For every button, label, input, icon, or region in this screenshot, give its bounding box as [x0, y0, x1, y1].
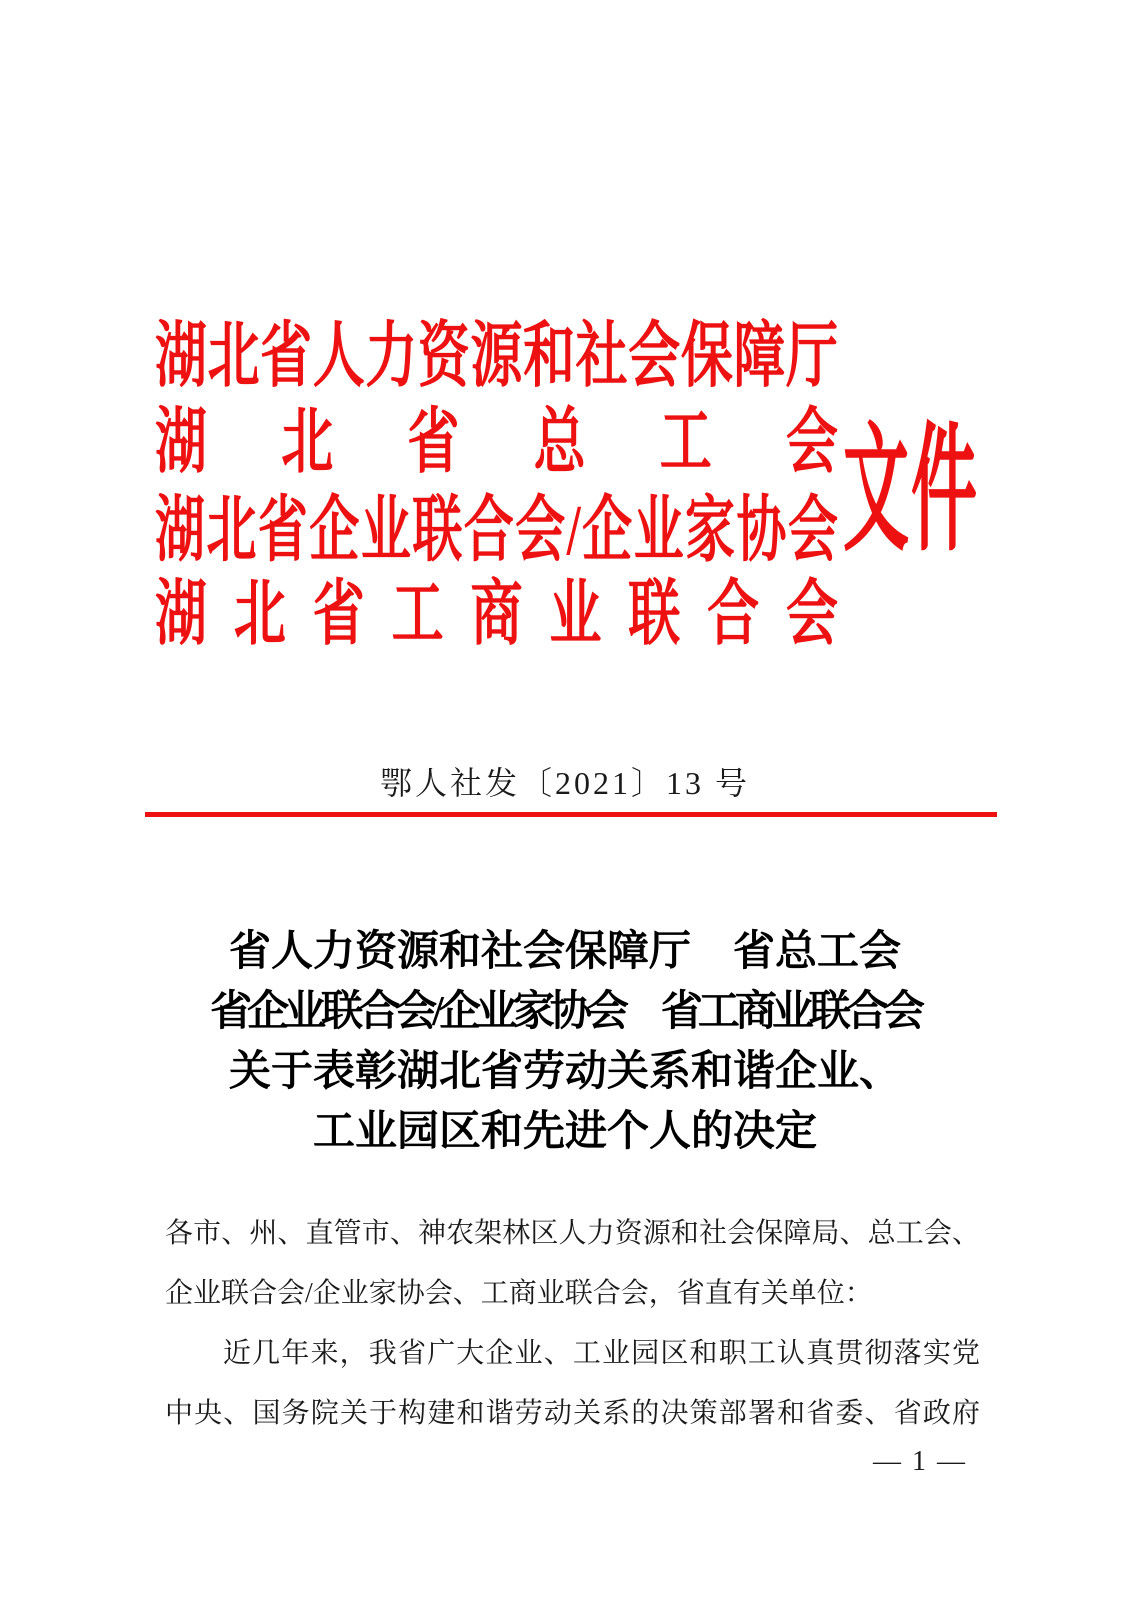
- letterhead-org-line-3: 湖北省企业联合会/企业家协会: [155, 489, 838, 571]
- document-body: [165, 1204, 980, 1444]
- body-addressee-line-2: 企业联合会/企业家协会、工商业联合会，省直有关单位：: [165, 1278, 873, 1309]
- document-number: 鄂人社发〔2021〕13 号: [379, 765, 750, 801]
- page-number: — 1 —: [873, 1446, 967, 1477]
- document-title: [105, 922, 1025, 1162]
- title-line-1: 省人力资源和社会保障厅 省总工会: [228, 929, 901, 975]
- letterhead-org-line-1: 湖北省人力资源和社会保障厅: [155, 317, 838, 397]
- red-separator-rule: [145, 812, 997, 817]
- body-addressee-line-1: 各市、州、直管市、神农架林区人力资源和社会保障局、总工会、: [165, 1218, 980, 1249]
- body-paragraph-line-1: 近几年来，我省广大企业、工业园区和职工认真贯彻落实党: [223, 1338, 980, 1369]
- title-line-4: 工业园区和先进个人的决定: [312, 1109, 817, 1155]
- body-paragraph-line-2: 中央、国务院关于构建和谐劳动关系的决策部署和省委、省政府: [165, 1398, 980, 1429]
- letterhead-org-line-2: 湖北省总工会: [155, 403, 838, 483]
- title-line-2: 省企业联合会/企业家协会 省工商业联合会: [210, 989, 920, 1035]
- letterhead-org-line-4: 湖北省工商业联合会: [155, 575, 838, 655]
- title-line-3: 关于表彰湖北省劳动关系和谐企业、: [228, 1049, 901, 1095]
- letterhead-document-mark: 文件: [843, 415, 979, 569]
